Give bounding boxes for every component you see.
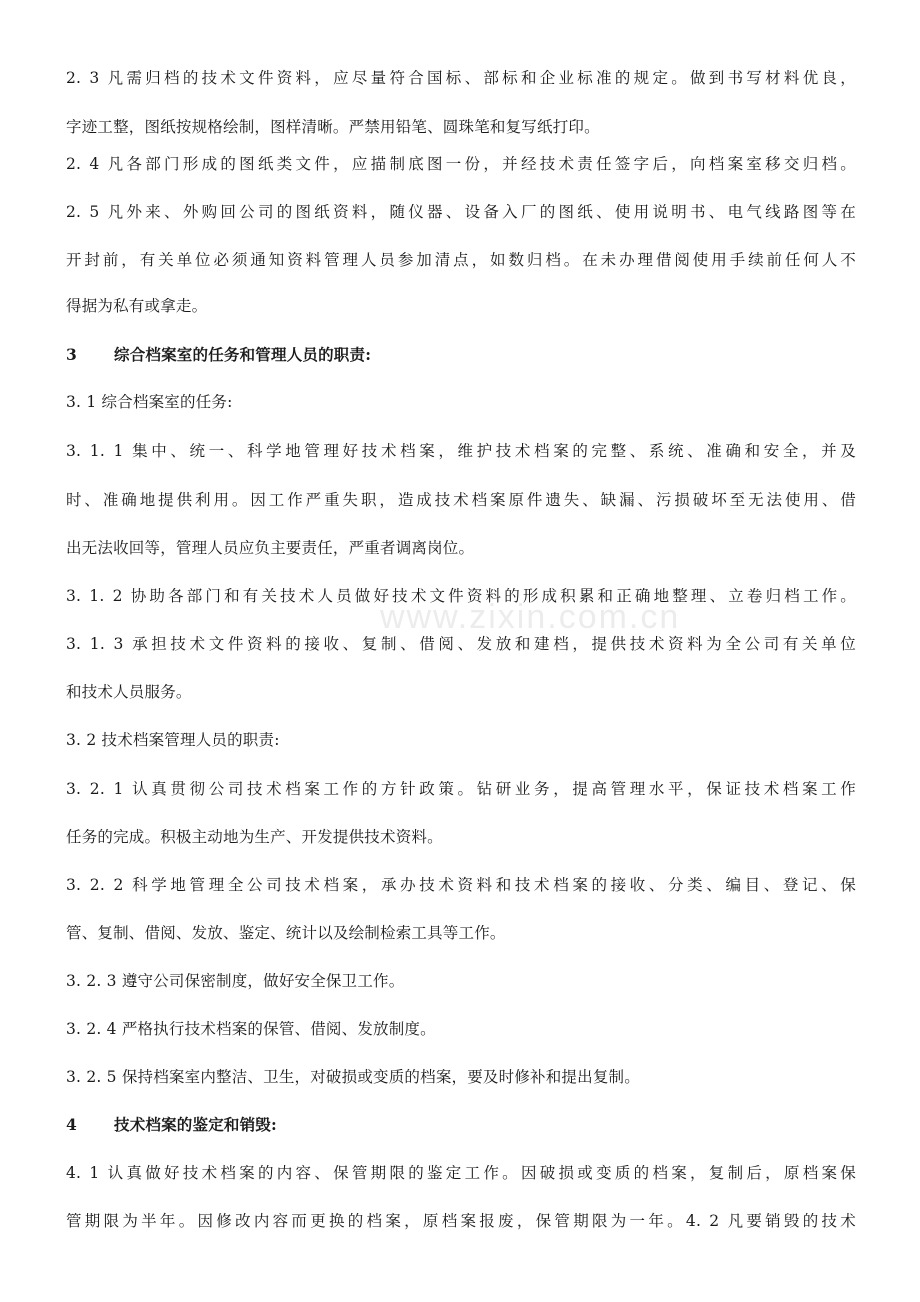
paragraph-line: 4. 1 认真做好技术档案的内容、保管期限的鉴定工作。因破损或变质的档案，复制后，原档案保 [66, 1164, 856, 1182]
paragraph-line: 3. 1. 2 协助各部门和有关技术人员做好技术文件资料的形成积累和正确地整理、立卷归档工作。 [66, 587, 856, 605]
paragraph-line: 开封前，有关单位必须通知资料管理人员参加清点，如数归档。在未办理借阅使用手续前任何人不 [66, 251, 856, 269]
paragraph-line: 出无法收回等，管理人员应负主要责任，严重者调离岗位。 [66, 539, 475, 557]
paragraph-line: 得据为私有或拿走。 [66, 297, 208, 315]
paragraph-line: 3. 1. 3 承担技术文件资料的接收、复制、借阅、发放和建档，提供技术资料为全公司有关单位 [66, 635, 856, 653]
paragraph-line: 3. 2. 2 科学地管理全公司技术档案，承办技术资料和技术档案的接收、分类、编目、登记、保 [66, 876, 856, 894]
paragraph-line: 2. 3 凡需归档的技术文件资料，应尽量符合国标、部标和企业标准的规定。做到书写材料优良， [66, 69, 856, 87]
section-heading [66, 1115, 856, 1135]
subsection-heading: 3. 1 综合档案室的任务: [66, 393, 233, 411]
subsection-heading: 3. 2 技术档案管理人员的职责: [66, 731, 280, 749]
paragraph-line: 2. 5 凡外来、外购回公司的图纸资料，随仪器、设备入厂的图纸、使用说明书、电气线路图等在 [66, 203, 856, 221]
watermark-text: www.zixin.com.cn [380, 598, 681, 636]
section-number: 4 [66, 1115, 77, 1134]
paragraph-line: 字迹工整，图纸按规格绘制，图样清晰。严禁用铅笔、圆珠笔和复写纸打印。 [66, 118, 600, 136]
paragraph-line: 2. 4 凡各部门形成的图纸类文件，应描制底图一份，并经技术责任签字后，向档案室移交归档。 [66, 155, 856, 173]
section-title: 综合档案室的任务和管理人员的职责: [114, 345, 372, 364]
paragraph-line: 3. 2. 3 遵守公司保密制度，做好安全保卫工作。 [66, 972, 405, 990]
paragraph-line: 3. 1. 1 集中、统一、科学地管理好技术档案，维护技术档案的完整、系统、准确和安全，并及 [66, 442, 856, 460]
paragraph-line: 管、复制、借阅、发放、鉴定、统计以及绘制检索工具等工作。 [66, 924, 506, 942]
paragraph-line: 任务的完成。积极主动地为生产、开发提供技术资料。 [66, 828, 443, 846]
paragraph-line: 管期限为半年。因修改内容而更换的档案，原档案报废，保管期限为一年。4. 2 凡要销毁的技术 [66, 1212, 856, 1230]
paragraph-line: 时、准确地提供利用。因工作严重失职，造成技术档案原件遗失、缺漏、污损破坏至无法使用、借 [66, 491, 856, 509]
paragraph-line: 3. 2. 1 认真贯彻公司技术档案工作的方针政策。钻研业务，提高管理水平，保证技术档案工作 [66, 780, 856, 798]
section-title: 技术档案的鉴定和销毁: [114, 1115, 277, 1134]
paragraph-line: 3. 2. 5 保持档案室内整洁、卫生，对破损或变质的档案，要及时修补和提出复制。 [66, 1068, 640, 1086]
paragraph-line: 3. 2. 4 严格执行技术档案的保管、借阅、发放制度。 [66, 1020, 436, 1038]
section-number: 3 [66, 345, 77, 364]
paragraph-line: 和技术人员服务。 [66, 683, 192, 701]
section-heading [66, 345, 856, 365]
